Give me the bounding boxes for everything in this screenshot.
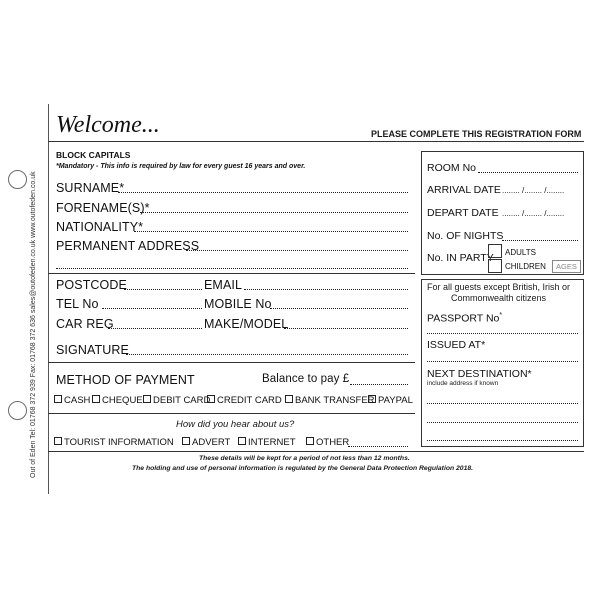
car-reg-label: CAR REG <box>56 317 114 331</box>
payment-cash[interactable]: CASH <box>54 395 90 406</box>
nights-field[interactable] <box>502 240 578 241</box>
binder-hole-bottom <box>8 401 27 420</box>
make-model-field[interactable] <box>284 328 408 329</box>
checkbox[interactable] <box>306 437 314 445</box>
hear-other[interactable]: OTHER <box>306 437 349 448</box>
tel-label: TEL No <box>56 297 99 311</box>
email-field[interactable] <box>244 289 408 290</box>
signature-field[interactable] <box>126 354 408 355</box>
margin-line <box>48 104 49 494</box>
signature-section-rule <box>48 362 415 363</box>
balance-label: Balance to pay £ <box>262 373 350 385</box>
payment-bank-transfer[interactable]: BANK TRANSFER <box>285 395 375 406</box>
next-destination-label: NEXT DESTINATION* <box>427 368 532 380</box>
email-label: EMAIL <box>204 278 243 292</box>
hear-tourist-information[interactable]: TOURIST INFORMATION <box>54 437 174 448</box>
hear-other-field[interactable] <box>348 446 408 447</box>
mobile-field[interactable] <box>270 308 408 309</box>
surname-field[interactable] <box>118 192 408 193</box>
tel-field[interactable] <box>102 308 202 309</box>
next-destination-note: include address if known <box>427 380 499 387</box>
nationality-label: NATIONALITY* <box>56 220 144 234</box>
postcode-label: POSTCODE <box>56 278 127 292</box>
balance-field[interactable] <box>350 384 408 385</box>
payment-cheque[interactable]: CHEQUE <box>92 395 143 406</box>
depart-date-field[interactable]: ........ /........ /........ <box>502 209 565 218</box>
nationality-field[interactable] <box>134 231 408 232</box>
arrival-date-label: ARRIVAL DATE <box>427 184 501 196</box>
next-destination-line-1[interactable] <box>427 403 578 404</box>
issued-at-label: ISSUED AT* <box>427 339 486 351</box>
permanent-address-label: PERMANENT ADDRESS <box>56 239 200 253</box>
postcode-field[interactable] <box>124 289 202 290</box>
forename-field[interactable] <box>140 212 408 213</box>
checkbox[interactable] <box>92 395 100 403</box>
foreign-guests-intro: For all guests except British, Irish or <box>427 282 571 292</box>
checkbox[interactable] <box>54 437 62 445</box>
surname-label: SURNAME* <box>56 181 125 195</box>
hear-advert[interactable]: ADVERT <box>182 437 230 448</box>
contact-side-text: Out of Eden Tel: 01768 372 939 Fax: 01768 372 636 sales@outofeden.co.uk www.outofeden.co.uk <box>30 171 37 478</box>
car-reg-field[interactable] <box>108 328 202 329</box>
forename-label: FORENAME(S)* <box>56 201 150 215</box>
block-capitals-label: BLOCK CAPITALS <box>56 150 131 160</box>
footer-gdpr: The holding and use of personal information is regulated by the General Data Protection Regulation 2018. <box>132 465 474 472</box>
bottom-rule <box>48 451 584 452</box>
make-model-label: MAKE/MODEL <box>204 317 289 331</box>
mobile-label: MOBILE No <box>204 297 272 311</box>
address-field-line-2[interactable] <box>56 268 408 269</box>
welcome-heading: Welcome... <box>56 112 160 138</box>
adults-label: ADULTS <box>505 248 536 257</box>
address-section-rule <box>48 273 415 274</box>
checkbox[interactable] <box>182 437 190 445</box>
checkbox[interactable] <box>285 395 293 403</box>
in-party-label: No. IN PARTY <box>427 252 494 264</box>
checkbox[interactable] <box>238 437 246 445</box>
checkbox[interactable] <box>143 395 151 403</box>
signature-label: SIGNATURE <box>56 343 129 357</box>
next-destination-line-2[interactable] <box>427 422 578 423</box>
payment-method-label: METHOD OF PAYMENT <box>56 373 195 387</box>
header-rule <box>48 141 584 142</box>
arrival-date-field[interactable]: ........ /........ /........ <box>502 186 565 195</box>
issued-at-field[interactable] <box>427 361 578 362</box>
payment-debit-card[interactable]: DEBIT CARD <box>143 395 210 406</box>
children-count-box[interactable] <box>488 259 502 273</box>
adults-count-box[interactable] <box>488 244 502 258</box>
ages-box[interactable]: AGES <box>552 260 581 273</box>
instruction-text: PLEASE COMPLETE THIS REGISTRATION FORM <box>371 129 582 139</box>
nights-label: No. OF NIGHTS <box>427 230 504 242</box>
room-no-field[interactable] <box>478 172 578 173</box>
passport-label: PASSPORT No* <box>427 312 503 325</box>
payment-rule <box>48 413 415 414</box>
depart-date-label: DEPART DATE <box>427 207 499 219</box>
next-destination-line-3[interactable] <box>427 440 578 441</box>
room-no-label: ROOM No <box>427 162 477 174</box>
hear-internet[interactable]: INTERNET <box>238 437 296 448</box>
checkbox[interactable] <box>368 395 376 403</box>
address-field-line-1[interactable] <box>186 250 408 251</box>
passport-field[interactable] <box>427 333 578 334</box>
payment-paypal[interactable]: PAYPAL <box>368 395 413 406</box>
checkbox[interactable] <box>54 395 62 403</box>
children-label: CHILDREN <box>505 262 546 271</box>
hear-about-heading: How did you hear about us? <box>176 419 295 430</box>
mandatory-note: *Mandatory - This info is required by law for every guest 16 years and over. <box>56 163 306 170</box>
footer-retention: These details will be kept for a period of not less than 12 months. <box>199 455 410 462</box>
checkbox[interactable] <box>207 395 215 403</box>
foreign-guests-intro-2: Commonwealth citizens <box>451 293 547 303</box>
binder-hole-top <box>8 170 27 189</box>
payment-credit-card[interactable]: CREDIT CARD <box>207 395 282 406</box>
